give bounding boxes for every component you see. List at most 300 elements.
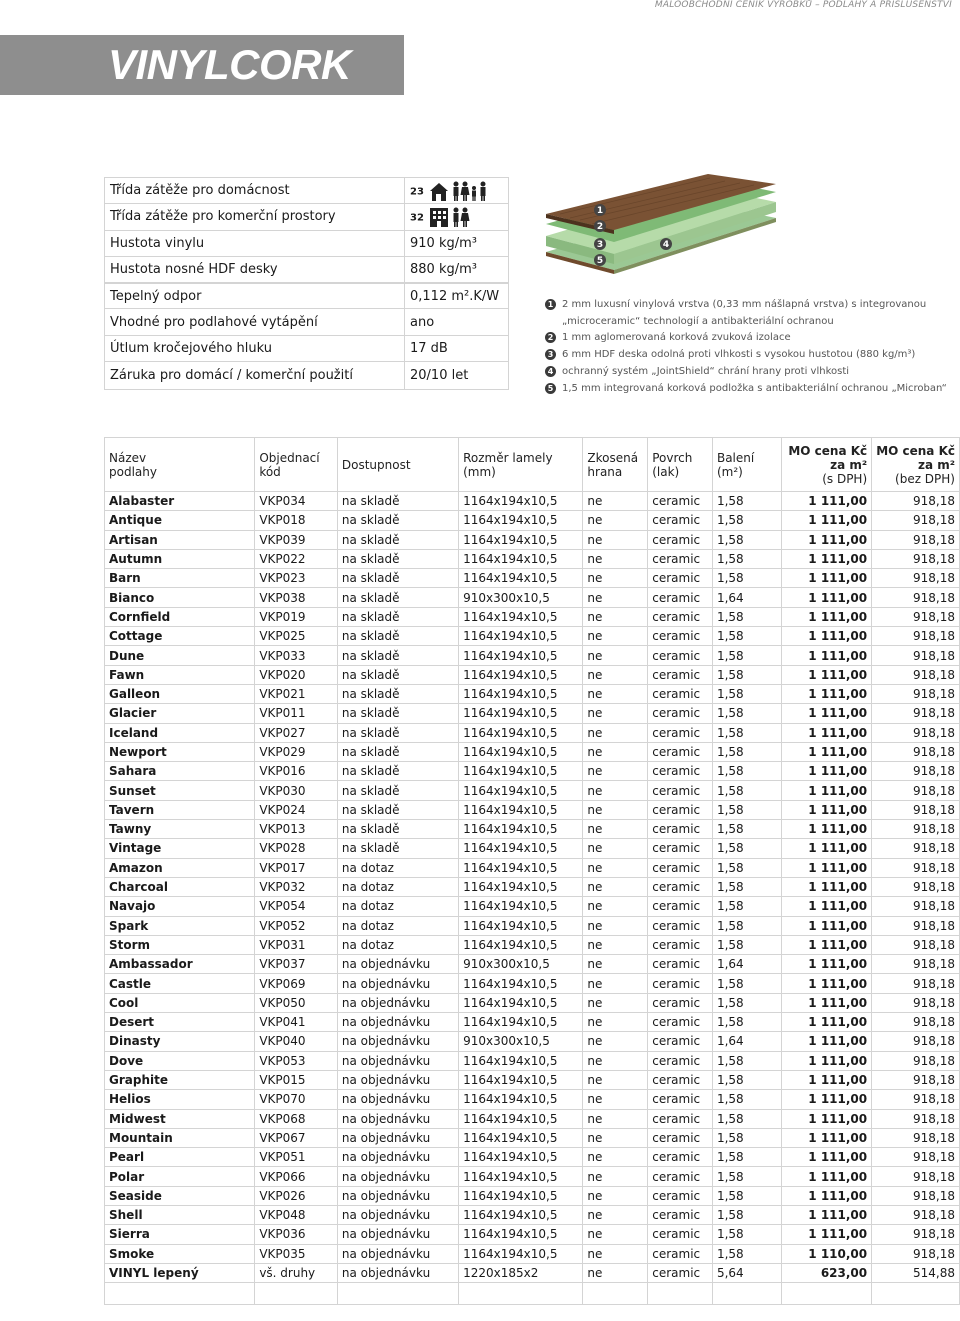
- cell-availability: na objednávku: [337, 1205, 458, 1224]
- legend-text: 6 mm HDF deska odolná proti vlhkosti s vysokou hustotou (880 kg/m³): [562, 349, 916, 361]
- cell-availability: na skladě: [337, 742, 458, 761]
- cell-code: VKP029: [255, 742, 338, 761]
- table-row: [105, 935, 960, 954]
- table-row: [105, 1070, 960, 1089]
- house-family-icon: [428, 180, 498, 202]
- cell-price-vat: 1 111,00: [782, 820, 872, 839]
- cell-package: 5,64: [712, 1263, 781, 1282]
- table-header-row: [105, 438, 960, 492]
- spec-value: 20/10 let: [405, 362, 509, 390]
- cell-size: 1164x194x10,5: [459, 530, 583, 549]
- cell-package: 1,64: [712, 955, 781, 974]
- cell-price-novat: 918,18: [872, 1225, 960, 1244]
- cell-name: Graphite: [105, 1070, 255, 1089]
- cell-surface: ceramic: [648, 665, 713, 684]
- cell-code: VKP034: [255, 492, 338, 511]
- table-row: [105, 781, 960, 800]
- cell-surface: ceramic: [648, 492, 713, 511]
- cell-size: 910x300x10,5: [459, 955, 583, 974]
- cell-bevel: ne: [583, 511, 648, 530]
- table-row-empty: [105, 1283, 960, 1305]
- cell-price-novat: 918,18: [872, 993, 960, 1012]
- cell-code: VKP021: [255, 684, 338, 703]
- cell-surface: ceramic: [648, 800, 713, 819]
- table-row: [105, 646, 960, 665]
- legend-text: 1,5 mm integrovaná korková podložka s antibakteriální ochranou „Microban“: [562, 382, 947, 394]
- cell-bevel: ne: [583, 569, 648, 588]
- cell-bevel: ne: [583, 1051, 648, 1070]
- col-header-code: Objednací kód: [255, 438, 338, 492]
- cell-availability: na objednávku: [337, 1128, 458, 1147]
- cell-bevel: ne: [583, 684, 648, 703]
- cell-name: Newport: [105, 742, 255, 761]
- cell-surface: ceramic: [648, 1205, 713, 1224]
- cell-name: Helios: [105, 1090, 255, 1109]
- cell-size: 1164x194x10,5: [459, 742, 583, 761]
- cell-package: 1,58: [712, 1090, 781, 1109]
- cell-code: VKP020: [255, 665, 338, 684]
- cell-size: 1164x194x10,5: [459, 800, 583, 819]
- cell-empty: [105, 1283, 255, 1305]
- cell-size: 1164x194x10,5: [459, 1109, 583, 1128]
- cell-bevel: ne: [583, 549, 648, 568]
- cell-surface: ceramic: [648, 1186, 713, 1205]
- cell-size: 1164x194x10,5: [459, 684, 583, 703]
- cell-bevel: ne: [583, 877, 648, 896]
- cell-code: VKP038: [255, 588, 338, 607]
- cell-price-novat: 918,18: [872, 492, 960, 511]
- cell-name: Bianco: [105, 588, 255, 607]
- cell-price-vat: 1 111,00: [782, 1186, 872, 1205]
- cell-package: 1,58: [712, 1013, 781, 1032]
- building-people-icon: [428, 206, 478, 228]
- table-row: [105, 1186, 960, 1205]
- cell-price-novat: 918,18: [872, 800, 960, 819]
- table-row: [105, 684, 960, 703]
- layers-legend: [545, 297, 955, 397]
- cell-price-novat: 918,18: [872, 935, 960, 954]
- cell-availability: na skladě: [337, 530, 458, 549]
- cell-size: 1164x194x10,5: [459, 1244, 583, 1263]
- cell-package: 1,58: [712, 858, 781, 877]
- cell-surface: ceramic: [648, 549, 713, 568]
- cell-code: VKP015: [255, 1070, 338, 1089]
- cell-size: 1164x194x10,5: [459, 569, 583, 588]
- cell-price-vat: 1 111,00: [782, 607, 872, 626]
- cell-bevel: ne: [583, 1263, 648, 1282]
- cell-bevel: ne: [583, 974, 648, 993]
- cell-bevel: ne: [583, 916, 648, 935]
- cell-empty: [782, 1283, 872, 1305]
- cell-code: VKP035: [255, 1244, 338, 1263]
- cell-availability: na skladě: [337, 800, 458, 819]
- table-row: [105, 588, 960, 607]
- col-header-price-vat: MO cena Kč za m² (s DPH): [782, 438, 872, 492]
- cell-surface: ceramic: [648, 684, 713, 703]
- spec-row: [105, 309, 509, 335]
- cell-name: Midwest: [105, 1109, 255, 1128]
- cell-name: Sierra: [105, 1225, 255, 1244]
- cell-name: Alabaster: [105, 492, 255, 511]
- cell-size: 1164x194x10,5: [459, 993, 583, 1012]
- cell-price-novat: 918,18: [872, 762, 960, 781]
- cell-bevel: ne: [583, 955, 648, 974]
- cell-availability: na skladě: [337, 549, 458, 568]
- cell-bevel: ne: [583, 627, 648, 646]
- spec-value: 910 kg/m³: [405, 230, 509, 256]
- cell-availability: na skladě: [337, 607, 458, 626]
- cell-name: Tawny: [105, 820, 255, 839]
- cell-name: Pearl: [105, 1148, 255, 1167]
- cell-surface: ceramic: [648, 916, 713, 935]
- cell-package: 1,58: [712, 492, 781, 511]
- cell-bevel: ne: [583, 800, 648, 819]
- cell-surface: ceramic: [648, 569, 713, 588]
- table-row: [105, 549, 960, 568]
- cell-surface: ceramic: [648, 511, 713, 530]
- cell-surface: ceramic: [648, 839, 713, 858]
- cell-name: Storm: [105, 935, 255, 954]
- table-row: [105, 569, 960, 588]
- cell-bevel: ne: [583, 1148, 648, 1167]
- cell-code: VKP030: [255, 781, 338, 800]
- cell-package: 1,58: [712, 1070, 781, 1089]
- cell-price-novat: 918,18: [872, 1032, 960, 1051]
- spec-label: Záruka pro domácí / komerční použití: [105, 362, 405, 390]
- cell-price-vat: 1 111,00: [782, 665, 872, 684]
- cell-code: VKP048: [255, 1205, 338, 1224]
- cell-package: 1,58: [712, 1148, 781, 1167]
- cell-price-vat: 1 111,00: [782, 530, 872, 549]
- cell-price-novat: 918,18: [872, 1013, 960, 1032]
- cell-package: 1,58: [712, 839, 781, 858]
- cell-code: VKP019: [255, 607, 338, 626]
- cell-price-vat: 1 111,00: [782, 877, 872, 896]
- cell-price-novat: 918,18: [872, 704, 960, 723]
- cell-availability: na skladě: [337, 588, 458, 607]
- cell-code: VKP039: [255, 530, 338, 549]
- table-row: [105, 1090, 960, 1109]
- cell-code: VKP011: [255, 704, 338, 723]
- cell-availability: na objednávku: [337, 1070, 458, 1089]
- cell-price-vat: 1 111,00: [782, 1167, 872, 1186]
- cell-bevel: ne: [583, 897, 648, 916]
- cell-price-novat: 918,18: [872, 549, 960, 568]
- table-row: [105, 1148, 960, 1167]
- cell-package: 1,64: [712, 588, 781, 607]
- cell-size: 1164x194x10,5: [459, 492, 583, 511]
- cell-bevel: ne: [583, 820, 648, 839]
- cell-price-novat: 918,18: [872, 1186, 960, 1205]
- cell-code: VKP031: [255, 935, 338, 954]
- cell-package: 1,58: [712, 781, 781, 800]
- cell-package: 1,58: [712, 1167, 781, 1186]
- cell-code: VKP018: [255, 511, 338, 530]
- cell-surface: ceramic: [648, 1013, 713, 1032]
- cell-price-novat: 918,18: [872, 1244, 960, 1263]
- table-row: [105, 530, 960, 549]
- cell-price-vat: 1 111,00: [782, 1109, 872, 1128]
- cell-availability: na objednávku: [337, 1032, 458, 1051]
- cell-code: VKP051: [255, 1148, 338, 1167]
- cell-package: 1,58: [712, 1205, 781, 1224]
- cell-price-vat: 623,00: [782, 1263, 872, 1282]
- cell-code: VKP052: [255, 916, 338, 935]
- cell-package: 1,58: [712, 820, 781, 839]
- cell-price-novat: 918,18: [872, 684, 960, 703]
- cell-surface: ceramic: [648, 588, 713, 607]
- cell-availability: na dotaz: [337, 897, 458, 916]
- cell-package: 1,58: [712, 762, 781, 781]
- cell-code: VKP025: [255, 627, 338, 646]
- cell-price-vat: 1 111,00: [782, 1090, 872, 1109]
- cell-name: Barn: [105, 569, 255, 588]
- cell-price-vat: 1 111,00: [782, 1032, 872, 1051]
- cell-price-vat: 1 111,00: [782, 993, 872, 1012]
- cell-name: VINYL lepený: [105, 1263, 255, 1282]
- cell-size: 1164x194x10,5: [459, 1225, 583, 1244]
- table-row: [105, 858, 960, 877]
- cell-bevel: ne: [583, 1205, 648, 1224]
- cell-package: 1,58: [712, 1051, 781, 1070]
- cell-bevel: ne: [583, 1225, 648, 1244]
- cell-name: Sahara: [105, 762, 255, 781]
- table-row: [105, 1225, 960, 1244]
- table-row: [105, 1109, 960, 1128]
- spec-value: [405, 204, 509, 230]
- cell-price-vat: 1 111,00: [782, 781, 872, 800]
- cell-availability: na dotaz: [337, 935, 458, 954]
- cell-availability: na skladě: [337, 839, 458, 858]
- table-row: [105, 1167, 960, 1186]
- legend-item: [545, 297, 955, 314]
- cell-price-vat: 1 111,00: [782, 588, 872, 607]
- cell-code: VKP026: [255, 1186, 338, 1205]
- cell-bevel: ne: [583, 646, 648, 665]
- cell-name: Polar: [105, 1167, 255, 1186]
- cell-bevel: ne: [583, 1032, 648, 1051]
- cell-price-novat: 918,18: [872, 1109, 960, 1128]
- cell-availability: na objednávku: [337, 993, 458, 1012]
- cell-surface: ceramic: [648, 1070, 713, 1089]
- table-row: [105, 742, 960, 761]
- legend-text: ochranný systém „JointShield“ chrání hrany proti vlhkosti: [562, 365, 850, 377]
- spec-row: [105, 230, 509, 256]
- cell-price-novat: 918,18: [872, 627, 960, 646]
- cell-code: VKP069: [255, 974, 338, 993]
- cell-name: Mountain: [105, 1128, 255, 1147]
- legend-item: [545, 364, 955, 381]
- table-row: [105, 974, 960, 993]
- table-row: [105, 492, 960, 511]
- cell-availability: na skladě: [337, 723, 458, 742]
- cell-name: Spark: [105, 916, 255, 935]
- cell-code: VKP016: [255, 762, 338, 781]
- cell-package: 1,58: [712, 627, 781, 646]
- cell-price-novat: 918,18: [872, 723, 960, 742]
- cell-package: 1,58: [712, 684, 781, 703]
- cell-package: 1,58: [712, 877, 781, 896]
- cell-price-vat: 1 111,00: [782, 684, 872, 703]
- cell-price-vat: 1 111,00: [782, 1205, 872, 1224]
- legend-number: 5: [545, 383, 556, 394]
- table-row: [105, 1051, 960, 1070]
- cell-bevel: ne: [583, 665, 648, 684]
- cell-name: Shell: [105, 1205, 255, 1224]
- table-row: [105, 1244, 960, 1263]
- cell-code: vš. druhy: [255, 1263, 338, 1282]
- cell-package: 1,58: [712, 993, 781, 1012]
- cell-price-novat: 918,18: [872, 742, 960, 761]
- cell-name: Vintage: [105, 839, 255, 858]
- cell-package: 1,58: [712, 742, 781, 761]
- cell-size: 1164x194x10,5: [459, 704, 583, 723]
- cell-bevel: ne: [583, 1013, 648, 1032]
- cell-surface: ceramic: [648, 1148, 713, 1167]
- cell-name: Ambassador: [105, 955, 255, 974]
- cell-size: 1164x194x10,5: [459, 511, 583, 530]
- cell-bevel: ne: [583, 1090, 648, 1109]
- cell-surface: ceramic: [648, 762, 713, 781]
- cell-package: 1,58: [712, 549, 781, 568]
- legend-number: 3: [545, 349, 556, 360]
- spec-row: [105, 283, 509, 309]
- cell-price-novat: 918,18: [872, 781, 960, 800]
- spec-value: ano: [405, 309, 509, 335]
- cell-bevel: ne: [583, 762, 648, 781]
- cell-price-vat: 1 111,00: [782, 1148, 872, 1167]
- cell-empty: [255, 1283, 338, 1305]
- table-row: [105, 627, 960, 646]
- cell-size: 1164x194x10,5: [459, 916, 583, 935]
- cell-code: VKP067: [255, 1128, 338, 1147]
- cell-size: 1220x185x2: [459, 1263, 583, 1282]
- breadcrumb: MALOOBCHODNÍ CENÍK VÝROBKŮ – PODLAHY A PŘÍSLUŠENSTVÍ: [654, 0, 952, 10]
- cell-bevel: ne: [583, 1244, 648, 1263]
- cell-bevel: ne: [583, 607, 648, 626]
- cell-availability: na objednávku: [337, 955, 458, 974]
- cell-surface: ceramic: [648, 1109, 713, 1128]
- table-row: [105, 1032, 960, 1051]
- spec-label: Hustota vinylu: [105, 230, 405, 256]
- cell-size: 1164x194x10,5: [459, 858, 583, 877]
- cell-price-vat: 1 111,00: [782, 762, 872, 781]
- cell-surface: ceramic: [648, 607, 713, 626]
- cell-empty: [648, 1283, 713, 1305]
- cell-name: Tavern: [105, 800, 255, 819]
- cell-surface: ceramic: [648, 1090, 713, 1109]
- cell-price-novat: 918,18: [872, 530, 960, 549]
- cell-code: VKP066: [255, 1167, 338, 1186]
- cell-code: VKP054: [255, 897, 338, 916]
- spec-label: Vhodné pro podlahové vytápění: [105, 309, 405, 335]
- table-row: [105, 607, 960, 626]
- cell-package: 1,58: [712, 935, 781, 954]
- cell-name: Seaside: [105, 1186, 255, 1205]
- cell-availability: na skladě: [337, 569, 458, 588]
- legend-item: [545, 347, 955, 364]
- floor-layers-illustration: [540, 174, 780, 284]
- cell-bevel: ne: [583, 492, 648, 511]
- table-row: [105, 820, 960, 839]
- cell-price-novat: 918,18: [872, 839, 960, 858]
- cell-empty: [459, 1283, 583, 1305]
- cell-availability: na skladě: [337, 684, 458, 703]
- cell-name: Dune: [105, 646, 255, 665]
- cell-availability: na objednávku: [337, 1186, 458, 1205]
- cell-price-novat: 918,18: [872, 1128, 960, 1147]
- cell-availability: na skladě: [337, 820, 458, 839]
- cell-empty: [337, 1283, 458, 1305]
- cell-price-novat: 918,18: [872, 1167, 960, 1186]
- cell-code: VKP033: [255, 646, 338, 665]
- cell-package: 1,58: [712, 723, 781, 742]
- cell-package: 1,58: [712, 1225, 781, 1244]
- table-row: [105, 704, 960, 723]
- spec-value: 0,112 m².K/W: [405, 283, 509, 309]
- spec-row: [105, 256, 509, 282]
- cell-bevel: ne: [583, 1128, 648, 1147]
- cell-size: 1164x194x10,5: [459, 607, 583, 626]
- cell-price-novat: 918,18: [872, 607, 960, 626]
- cell-price-vat: 1 111,00: [782, 858, 872, 877]
- legend-number: 2: [545, 332, 556, 343]
- cell-surface: ceramic: [648, 530, 713, 549]
- cell-name: Iceland: [105, 723, 255, 742]
- cell-size: 1164x194x10,5: [459, 1167, 583, 1186]
- layer-marker-label: 3: [596, 240, 604, 250]
- cell-size: 1164x194x10,5: [459, 820, 583, 839]
- cell-availability: na objednávku: [337, 1167, 458, 1186]
- table-row: [105, 800, 960, 819]
- cell-availability: na objednávku: [337, 1090, 458, 1109]
- cell-surface: ceramic: [648, 646, 713, 665]
- legend-item: [545, 381, 955, 398]
- cell-bevel: ne: [583, 839, 648, 858]
- cell-price-novat: 514,88: [872, 1263, 960, 1282]
- table-row: [105, 877, 960, 896]
- cell-empty: [712, 1283, 781, 1305]
- cell-price-vat: 1 111,00: [782, 839, 872, 858]
- cell-bevel: ne: [583, 588, 648, 607]
- table-row: [105, 1205, 960, 1224]
- cell-price-novat: 918,18: [872, 1090, 960, 1109]
- cell-name: Amazon: [105, 858, 255, 877]
- cell-package: 1,58: [712, 800, 781, 819]
- cell-name: Antique: [105, 511, 255, 530]
- legend-text: 2 mm luxusní vinylová vrstva (0,33 mm nášlapná vrstva) s integrovanou: [562, 299, 927, 310]
- cell-size: 910x300x10,5: [459, 588, 583, 607]
- spec-row: [105, 362, 509, 390]
- table-row: [105, 665, 960, 684]
- cell-surface: ceramic: [648, 1051, 713, 1070]
- cell-bevel: ne: [583, 993, 648, 1012]
- cell-name: Desert: [105, 1013, 255, 1032]
- cell-price-vat: 1 111,00: [782, 1225, 872, 1244]
- cell-name: Autumn: [105, 549, 255, 568]
- layer-marker-label: 4: [662, 240, 670, 250]
- table-row: [105, 839, 960, 858]
- cell-size: 1164x194x10,5: [459, 1148, 583, 1167]
- cell-package: 1,58: [712, 897, 781, 916]
- cell-size: 1164x194x10,5: [459, 935, 583, 954]
- spec-row: [105, 335, 509, 361]
- cell-surface: ceramic: [648, 1167, 713, 1186]
- cell-package: 1,58: [712, 511, 781, 530]
- cell-price-vat: 1 111,00: [782, 1051, 872, 1070]
- cell-bevel: ne: [583, 781, 648, 800]
- cell-name: Dove: [105, 1051, 255, 1070]
